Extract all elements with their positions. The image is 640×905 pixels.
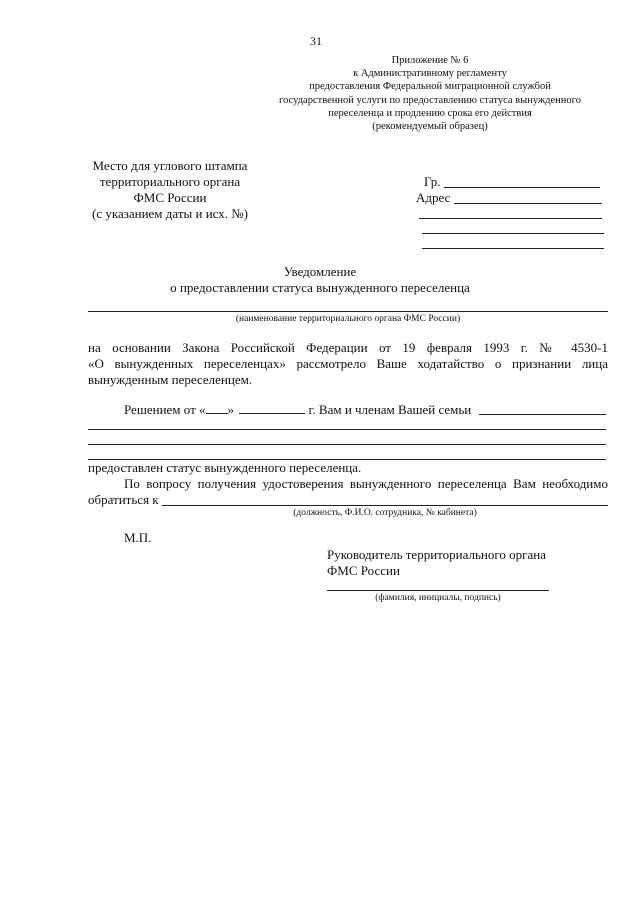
appendix-line: переселенца и продлению срока его действия <box>328 107 532 119</box>
decision-middle: г. Вам и членам Вашей семьи <box>308 402 472 417</box>
appendix-line: предоставления Федеральной миграционной службой <box>309 81 551 93</box>
decision-date-field[interactable] <box>239 401 305 414</box>
signature-field[interactable] <box>327 590 549 591</box>
basis-line: на основании Закона Российской Федерации от 19 февраля 1993 г. № 4530-1 <box>88 340 608 355</box>
appendix-line: (рекомендуемый образец) <box>372 121 488 133</box>
signatory-title: Руководитель территориального органа <box>327 547 546 562</box>
org-caption: (наименование территориального органа ФМС России) <box>235 314 461 324</box>
appendix-line: Приложение № 6 <box>391 55 469 66</box>
stamp-line: территориального органа <box>99 174 241 189</box>
address-field-line[interactable] <box>454 203 602 204</box>
title-subtitle: о предоставлении статуса вынужденного переселенца <box>170 280 470 295</box>
certificate-line: обратиться к <box>88 492 159 507</box>
addressee-name-field[interactable] <box>444 187 600 188</box>
family-field-line[interactable] <box>88 444 606 445</box>
seal-label: М.П. <box>124 530 152 545</box>
decision-quote-close: » <box>227 402 235 417</box>
org-name-field[interactable] <box>88 311 608 312</box>
address-label: Адрес <box>416 190 451 205</box>
certificate-caption: (должность, Ф.И.О. сотрудника, № кабинета) <box>293 508 477 518</box>
signatory-title: ФМС России <box>327 563 400 578</box>
document-title <box>150 264 490 296</box>
stamp-placeholder <box>70 158 270 222</box>
basis-line: вынужденным переселенцем. <box>88 372 253 387</box>
certificate-contact-field[interactable] <box>162 505 608 506</box>
basis-line: «О вынужденных переселенцах» рассмотрело Ваше ходатайство о признании лица <box>88 356 608 371</box>
family-field-line[interactable] <box>88 429 606 430</box>
stamp-line: Место для углового штампа <box>92 158 248 173</box>
address-field-line[interactable] <box>422 248 604 249</box>
decision-line <box>124 401 471 418</box>
decision-prefix: Решением от « <box>124 402 206 417</box>
appendix-line: к Административному регламенту <box>353 68 507 80</box>
signature-caption: (фамилия, инициалы, подпись) <box>375 593 501 603</box>
title-line: Уведомление <box>283 264 357 279</box>
addressee-label: Гр. <box>424 174 441 189</box>
address-field-line[interactable] <box>422 233 604 234</box>
stamp-line: (с указанием даты и исх. №) <box>91 206 248 221</box>
address-field-line[interactable] <box>419 218 602 219</box>
page-number: 31 <box>310 34 322 48</box>
status-granted-text: предоставлен статус вынужденного переселенца. <box>88 460 362 475</box>
stamp-line: ФМС России <box>133 190 207 205</box>
appendix-header <box>240 54 620 133</box>
appendix-line: государственной услуги по предоставлению статуса вынужденного <box>279 94 581 106</box>
decision-day-field[interactable] <box>206 401 228 414</box>
family-field-line[interactable] <box>479 414 606 415</box>
certificate-line: По вопросу получения удостоверения вынужденного переселенца Вам необходимо <box>124 476 608 491</box>
